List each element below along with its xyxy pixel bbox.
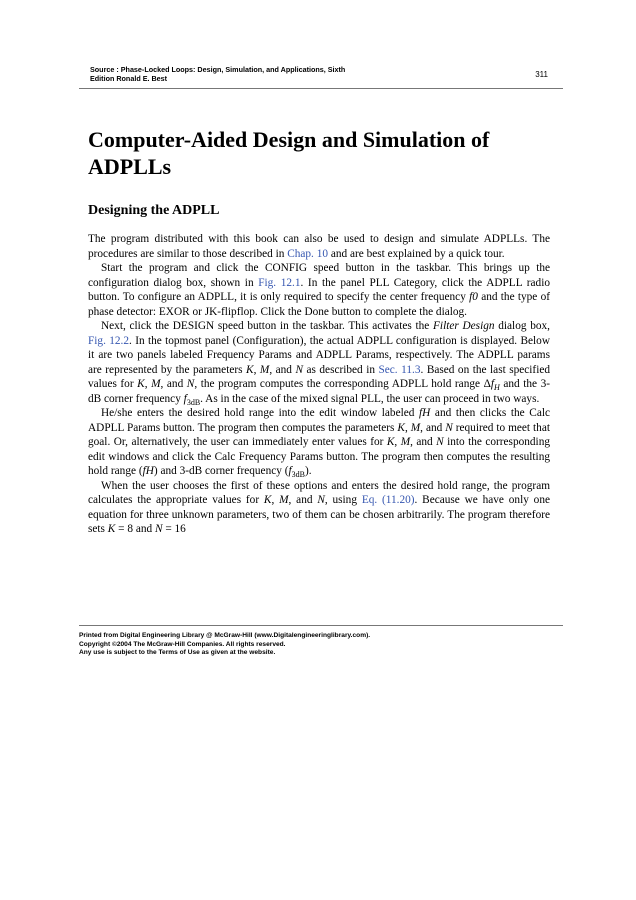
paragraph-1: The program distributed with this book can also be used to design and simulate ADPLLs. The procedures are similar to those described in Chap. 10 and are best explained by a quick tour. [88, 233, 550, 260]
source-line-1: Source : Phase-Locked Loops: Design, Simulation, and Applications, Sixth [90, 65, 346, 74]
section-heading: Designing the ADPLL [88, 203, 220, 218]
footer-line-3: Any use is subject to the Terms of Use as given at the website. [79, 649, 276, 656]
paragraph-5: When the user chooses the first of these options and enters the desired hold range, the program calculates the appropriate values for K, M, and N, using Eq. (11.20). Because we have only one equation for three unknown parameters, two of them can be chosen arbitrarily. The program therefore sets K = 8 and N = 16 [88, 479, 550, 535]
link-fig-12-1[interactable]: Fig. 12.1 [258, 276, 301, 289]
source-citation [90, 65, 430, 83]
footer-line-1: Printed from Digital Engineering Library @ McGraw-Hill (www.Digitalengineeringlibrary.com). [79, 632, 371, 639]
paragraph-3: Next, click the DESIGN speed button in the taskbar. This activates the Filter Design dialog box, Fig. 12.2. In the topmost panel (Configuration), the actual ADPLL configuration is displayed. Below it are two panels labeled Frequency Params and ADPLL Params, respectively. The ADPLL params are represented by the parameters K, M, and N as described in Sec. 11.3. Based on the last specified values for K, M, and N, the program computes the corresponding ADPLL hold range $\Delta f_H$ and the 3-dB corner frequency $f_{3dB}$. As in the case of the mixed signal PLL, the user can proceed in two ways. [88, 320, 550, 407]
chapter-title: Computer-Aided Design and Simulation of ADPLLs [88, 127, 490, 179]
link-fig-12-2[interactable]: Fig. 12.2 [88, 334, 130, 347]
footer-notice [79, 632, 559, 658]
link-sec-11-3[interactable]: Sec. 11.3 [378, 363, 421, 376]
link-eq-11-20[interactable]: Eq. (11.20) [361, 494, 415, 506]
source-line-2: Edition Ronald E. Best [90, 74, 168, 83]
paragraph-2: Start the program and click the CONFIG speed button in the taskbar. This brings up the configuration dialog box, shown in Fig. 12.1. In the panel PLL Category, click the ADPLL radio button. To configure an ADPLL, it is only required to specify the center frequency f0 and the type of phase detector: EXOR or JK-flipflop. Click the Done button to complete the dialog. [88, 262, 550, 318]
page-number: 311 [535, 70, 548, 79]
link-chap-10[interactable]: Chap. 10 [287, 247, 328, 260]
body-text [88, 232, 550, 537]
footer-divider [79, 625, 563, 626]
paragraph-4: He/she enters the desired hold range into the edit window labeled fH and then clicks the Calc ADPLL Params button. The program then computes the parameters K, M, and N required to meet that goal. Or, alternatively, the user can immediately enter values for K, M, and N into the corresponding edit windows and click the Calc Frequency Params button. The program then computes the resulting hold range (fH) and 3-dB corner frequency $(f_{3dB})$. [88, 407, 550, 479]
footer-line-2: Copyright ©2004 The McGraw-Hill Companies. All rights reserved. [79, 640, 286, 648]
header-divider [79, 88, 563, 89]
